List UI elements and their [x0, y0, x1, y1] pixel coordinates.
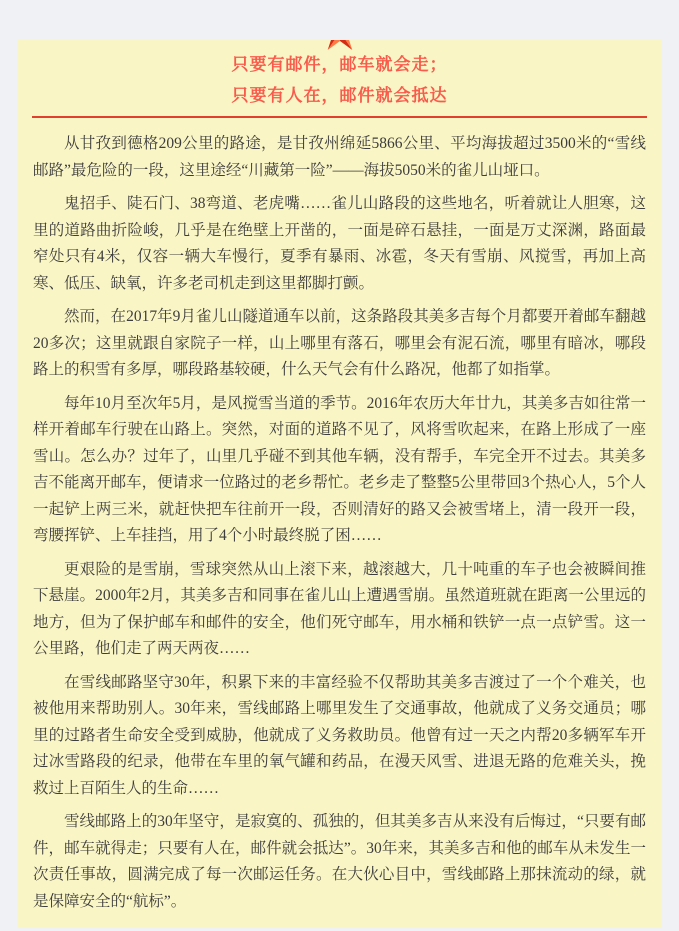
article-paragraph: 鬼招手、陡石门、38弯道、老虎嘴……雀儿山路段的这些地名，听着就让人胆寒，这里的道路曲折险峻，几乎是在绝壁上开凿的，一面是碎石悬挂，一面是万丈深渊，路面最窄处只有4米，仅容一辆大车慢行，夏季有暴雨、冰雹，冬天有雪崩、风搅雪，再加上高寒、低压、缺氧，许多老司机走到这里都脚打颤。 [33, 195, 646, 292]
article-paragraph: 然而，在2017年9月雀儿山隧道通车以前，这条路段其美多吉每个月都要开着邮车翻越20多次；这里就跟自家院子一样，山上哪里有落石，哪里会有泥石流，哪里有暗冰，哪段路上的积雪有多厚，哪段路基较硬，什么天气会有什么路况，他都了如指掌。 [33, 308, 646, 378]
red-star-icon [317, 40, 363, 54]
slogan-line-2: 只要有人在，邮件就会抵达 [231, 86, 448, 105]
article-paragraph: 在雪线邮路坚守30年，积累下来的丰富经验不仅帮助其美多吉渡过了一个个难关，也被他用来帮助别人。30年来，雪线邮路上哪里发生了交通事故，他就成了义务交通员；哪里的过路者生命安全受到威胁，他就成了义务救助员。他曾有过一天之内帮20多辆军车开过冰雪路段的纪录，他带在车里的氧气罐和药品，在漫天风雪、进退无路的危难关头，挽救过上百陌生人的生命…… [33, 673, 646, 797]
article-paragraph: 更艰险的是雪崩，雪球突然从山上滚下来，越滚越大，几十吨重的车子也会被瞬间推下悬崖。2000年2月，其美多吉和同事在雀儿山上遭遇雪崩。虽然道班就在距离一公里远的地方，但为了保护邮车和邮件的安全，他们死守邮车，用水桶和铁铲一点一点铲雪。这一公里路，他们走了两天两夜…… [33, 560, 646, 657]
article-body [18, 118, 661, 915]
article-paragraph: 从甘孜到德格209公里的路途，是甘孜州绵延5866公里、平均海拔超过3500米的“雪线邮路”最危险的一段，这里途经“川藏第一险”——海拔5050米的雀儿山垭口。 [33, 135, 646, 179]
article-paragraph: 每年10月至次年5月，是风搅雪当道的季节。2016年农历大年廿九，其美多吉如往常一样开着邮车行驶在山路上。突然，对面的道路不见了，风将雪吹起来，在路上形成了一座雪山。怎么办？过年了，山里几乎碰不到其他车辆，没有帮手，车完全开不过去。其美多吉不能离开邮车，便请求一位路过的老乡帮忙。老乡走了整整5公里带回3个热心人，5个人一起铲上两三米，就赶快把车往前开一段，否则清好的路又会被雪堵上，清一段开一段，弯腰挥铲、上车挂挡，用了4个小时最终脱了困…… [33, 394, 646, 544]
slogan-line-1: 只要有邮件，邮车就会走； [231, 55, 448, 74]
article-card [18, 40, 661, 928]
article-paragraph: 雪线邮路上的30年坚守，是寂寞的、孤独的，但其美多吉从来没有后悔过，“只要有邮件，邮车就得走；只要有人在，邮件就会抵达”。30年来，其美多吉和他的邮车从未发生一次责任事故，圆满完成了每一次邮运任务。在大伙心目中，雪线邮路上那抹流动的绿，就是保障安全的“航标”。 [33, 813, 646, 910]
